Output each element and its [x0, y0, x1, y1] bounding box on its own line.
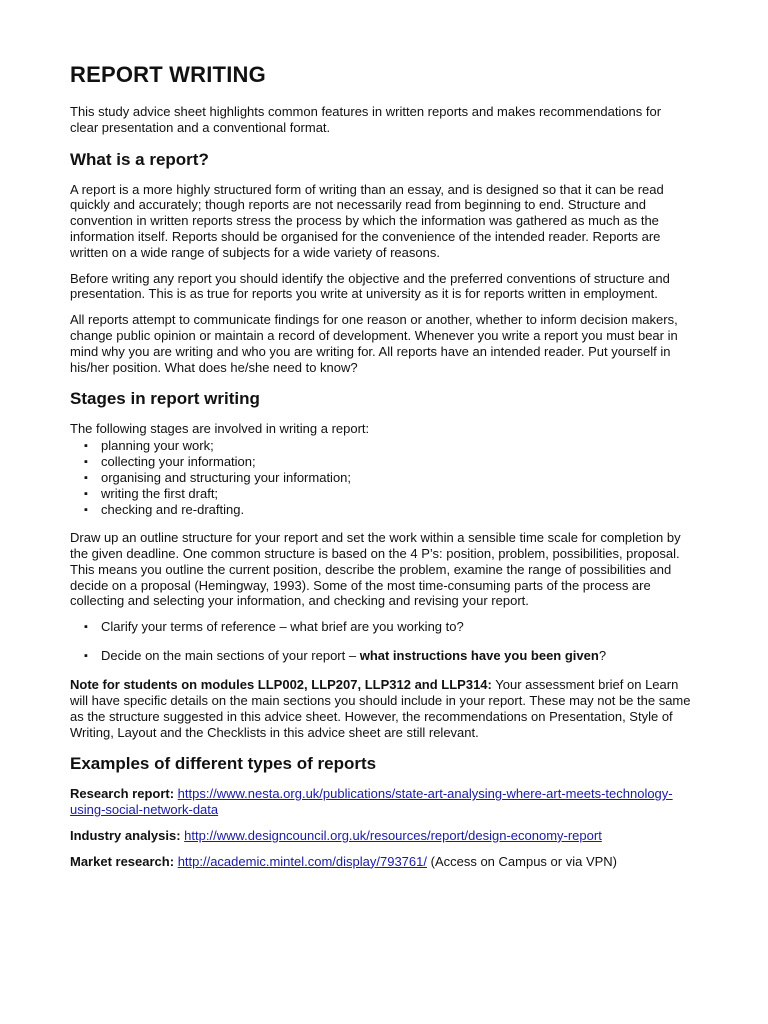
example-research-report [70, 786, 692, 818]
communicate-findings-paragraph: All reports attempt to communicate findings for one reason or another, whether to inform decision makers, change public opinion or maintain a record of development. Whenever you write a report you must bear in mind why you are writing and who you are writing for. All reports have an intended reader. Put yourself in his/her position. What does he/she need to know? [70, 312, 678, 375]
tip-emphasis: what instructions have you been given [359, 648, 599, 664]
list-item: ▪ writing the first draft; [84, 486, 692, 502]
page-title: REPORT WRITING [70, 62, 266, 87]
report-definition-paragraph: A report is a more highly structured form of writing than an essay, and is designed so that it can be read quickly and accurately; though reports are not necessarily read from beginning to end. Structure and convention in written reports stress the process by which the information was gathered as much as the information itself. Reports should be organised for the convenience of the intended reader. Reports are written on a wide range of subjects for a wide variety of reasons. [70, 181, 664, 260]
example-link[interactable]: http://academic.mintel.com/display/793761/ [177, 853, 427, 869]
section-heading-stages: Stages in report writing [70, 389, 260, 409]
tips-list [70, 619, 692, 664]
example-suffix: (Access on Campus or via VPN) [427, 853, 618, 869]
list-item: ▪ collecting your information; [84, 454, 692, 470]
module-note-paragraph [70, 677, 692, 740]
example-label: Market research: [70, 853, 175, 869]
document-content [70, 62, 692, 880]
list-item: ▪ organising and structuring your information; [84, 470, 692, 486]
tip-main-sections [84, 648, 692, 664]
section-heading-what-is-report: What is a report? [70, 149, 209, 169]
stages-list [70, 438, 692, 518]
example-label: Industry analysis: [70, 827, 181, 843]
tip-terms-of-reference: ▪ Clarify your terms of reference – what brief are you working to? [84, 619, 692, 635]
example-label: Research report: [70, 786, 175, 802]
list-item: ▪ planning your work; [84, 438, 692, 454]
stages-lead-text: The following stages are involved in writing a report: [70, 421, 370, 437]
example-industry-analysis [70, 828, 692, 844]
intro-paragraph: This study advice sheet highlights common features in written reports and makes recommendations for clear presentation and a conventional format. [70, 104, 662, 135]
module-note-text: Your assessment brief on Learn will have specific details on the main sections you should include in your report. These may not be the same as the structure suggested in this advice sheet. However, the recommendations on Presentation, Style of Writing, Layout and the Checklists in this advice sheet are still relevant. [70, 677, 691, 740]
list-item: ▪ checking and re-drafting. [84, 502, 692, 518]
tip-suffix: ? [598, 648, 607, 664]
outline-structure-paragraph: Draw up an outline structure for your report and set the work within a sensible time scale for completion by the given deadline. One common structure is based on the 4 P’s: position, problem, possibilities, proposal. This means you outline the current position, describe the problem, examine the range of possibilities and decide on a proposal (Hemingway, 1993). Some of the most time-consuming parts of the process are collecting and selecting your information, and checking and revising your report. [70, 530, 681, 609]
tip-text: Decide on the main sections of your report – [101, 648, 360, 664]
objective-paragraph: Before writing any report you should identify the objective and the preferred conventions of structure and presentation. This is as true for reports you write at university as it is for reports written in employment. [70, 270, 670, 302]
example-link[interactable]: http://www.designcouncil.org.uk/resources/report/design-economy-report [184, 827, 602, 843]
example-link[interactable]: https://www.nesta.org.uk/publications/state-art-analysing-where-art-meets-technology-using-social-network-data [70, 786, 673, 818]
section-heading-examples: Examples of different types of reports [70, 754, 377, 774]
module-note-label: Note for students on modules LLP002, LLP207, LLP312 and LLP314: [70, 677, 492, 693]
example-market-research [70, 854, 692, 870]
